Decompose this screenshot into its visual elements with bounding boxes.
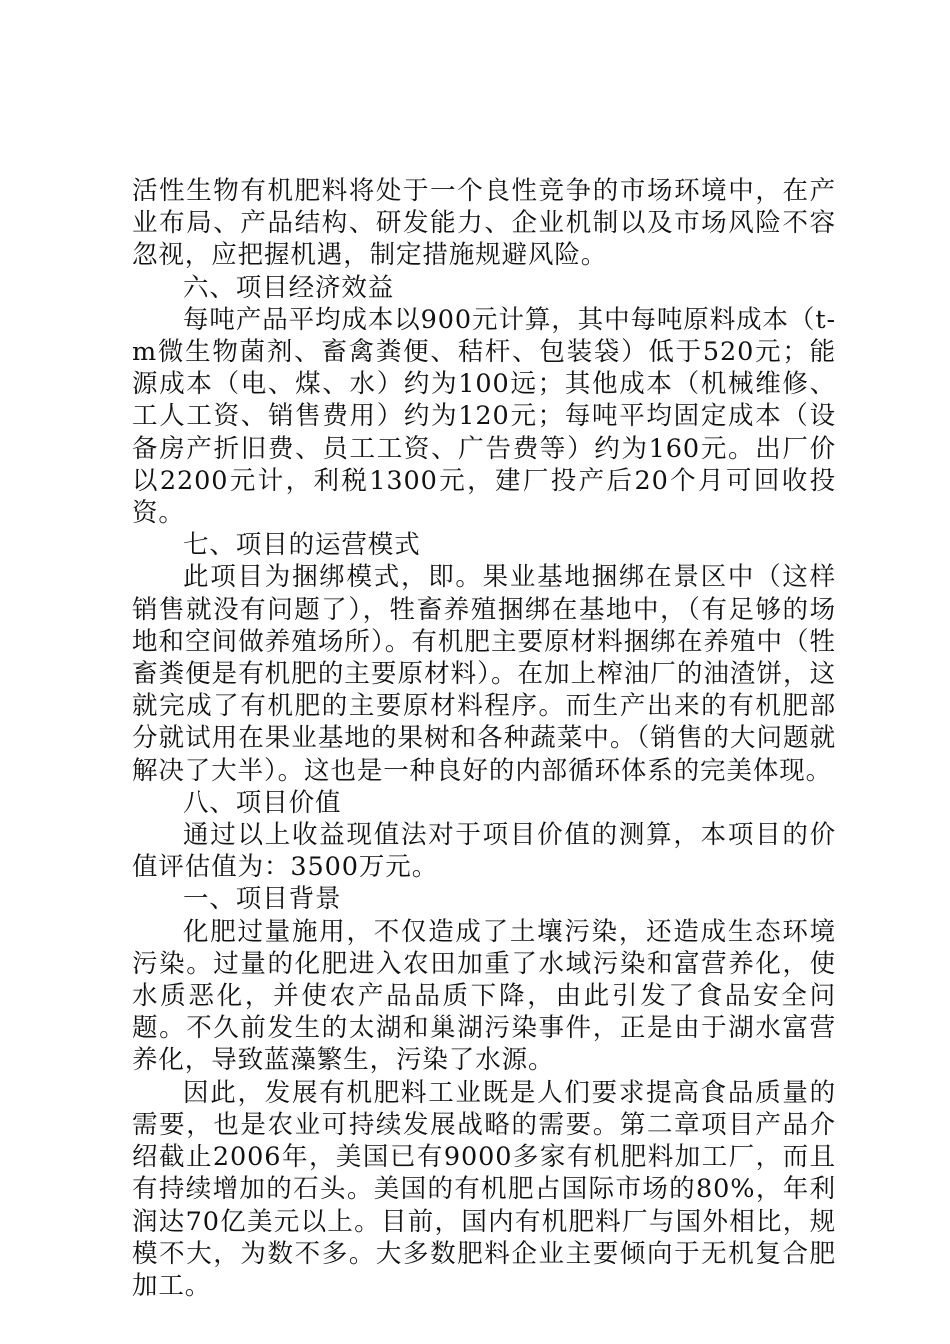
body-paragraph: 每吨产品平均成本以900元计算，其中每吨原料成本（t-m微生物菌剂、畜禽粪便、秸杆、包装袋）低于520元；能源成本（电、煤、水）约为100远；其他成本（机械维修、工人工资、销售费用）约为120元；每吨平均固定成本（设备房产折旧费、员工工资、广告费等）约为160元。出厂价以2200元计，利税1300元，建厂投产后20个月可回收投资。 bbox=[132, 304, 836, 529]
section-heading: 一、项目背景 bbox=[183, 884, 342, 915]
body-paragraph: 化肥过量施用，不仅造成了土壤污染，还造成生态环境污染。过量的化肥进入农田加重了水域污染和富营养化，使水质恶化，并使农产品品质下降，由此引发了食品安全问题。不久前发生的太湖和巢湖污染事件，正是由于湖水富营养化，导致蓝藻繁生，污染了水源。 bbox=[132, 916, 836, 1076]
section-heading: 八、项目价值 bbox=[183, 787, 342, 818]
section-heading: 六、项目经济效益 bbox=[183, 272, 395, 303]
body-paragraph: 因此，发展有机肥料工业既是人们要求提高食品质量的需要，也是农业可持续发展战略的需要。第二章项目产品介绍截止2006年，美国已有9000多家有机肥料加工厂，而且有持续增加的石头。美国的有机肥占国际市场的80%，年利润达70亿美元以上。目前，国内有机肥料厂与国外相比，规模不大，为数不多。大多数肥料企业主要倾向于无机复合肥加工。 bbox=[132, 1077, 836, 1301]
body-paragraph: 通过以上收益现值法对于项目价值的测算，本项目的价值评估值为：3500万元。 bbox=[132, 820, 836, 883]
document-page bbox=[132, 175, 836, 1302]
body-paragraph: 此项目为捆绑模式，即。果业基地捆绑在景区中（这样销售就没有问题了），牲畜养殖捆绑在基地中，（有足够的场地和空间做养殖场所）。有机肥主要原材料捆绑在养殖中（牲畜粪便是有机肥的主要原材料）。在加上榨油厂的油渣饼，这就完成了有机肥的主要原材料程序。而生产出来的有机肥部分就试用在果业基地的果树和各种蔬菜中。（销售的大问题就解决了大半）。这也是一种良好的内部循环体系的完美体现。 bbox=[132, 562, 836, 786]
body-paragraph: 活性生物有机肥料将处于一个良性竞争的市场环境中，在产业布局、产品结构、研发能力、企业机制以及市场风险不容忽视，应把握机遇，制定措施规避风险。 bbox=[132, 176, 836, 271]
section-heading: 七、项目的运营模式 bbox=[183, 530, 421, 561]
